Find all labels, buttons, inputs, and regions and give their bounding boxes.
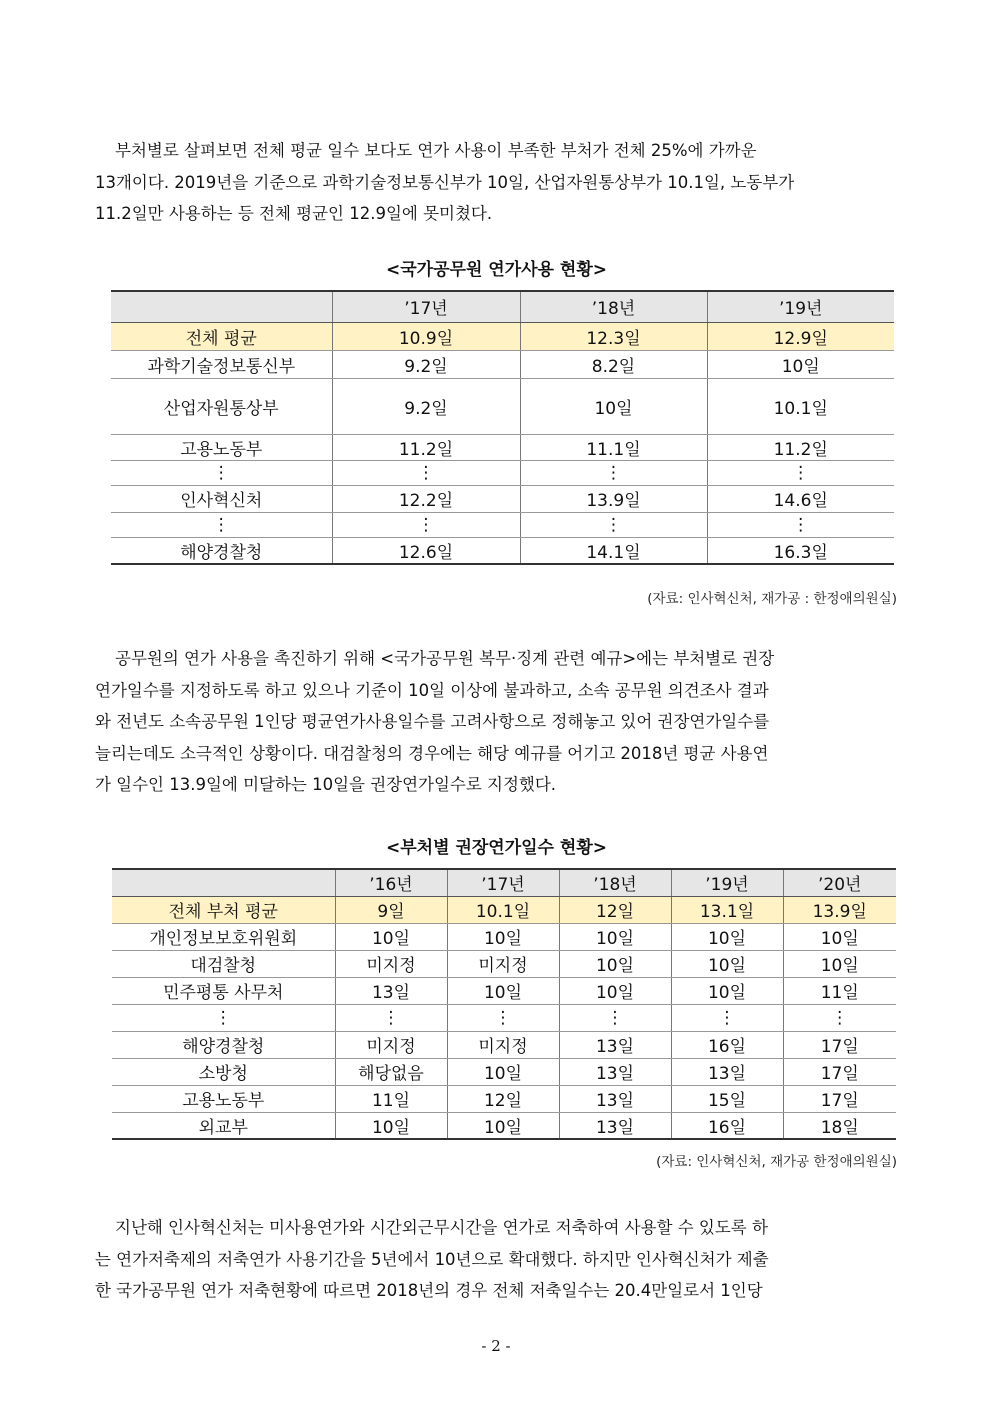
table-cell: 13일: [559, 1085, 671, 1112]
table-cell: 13일: [671, 1058, 783, 1085]
header-cell: [111, 291, 332, 322]
row-label: 해양경찰청: [111, 537, 332, 564]
table-2-source: (자료: 인사혁신처, 재가공 한정애의원실): [656, 1154, 897, 1170]
table-row: [111, 378, 894, 434]
row-label: 민주평통 사무처: [112, 977, 335, 1004]
paragraph-line: 는 연가저축제의 저축연가 사용기간을 5년에서 10년으로 확대했다. 하지만 인사혁신처가 제출: [95, 1249, 769, 1269]
ellipsis-cell: ⋮: [111, 460, 332, 485]
row-label: 소방청: [112, 1058, 335, 1085]
table-cell: 10일: [671, 923, 783, 950]
table-row: [112, 950, 896, 977]
table-row: [111, 537, 894, 564]
table-cell: 9일: [335, 896, 447, 923]
table-cell: 10일: [447, 1058, 559, 1085]
table-cell: 9.2일: [332, 378, 520, 434]
header-cell: ’17년: [447, 869, 559, 896]
header-cell: ’16년: [335, 869, 447, 896]
header-cell: ’19년: [671, 869, 783, 896]
table-cell: 17일: [783, 1085, 896, 1112]
table-cell: 11.2일: [332, 434, 520, 460]
paragraph-line: 와 전년도 소속공무원 1인당 평균연가사용일수를 고려사항으로 정해놓고 있어 권장연가일수를: [95, 712, 770, 731]
ellipsis-cell: ⋮: [112, 1004, 335, 1031]
row-label: 인사혁신처: [111, 485, 332, 512]
paragraph-line: 지난해 인사혁신처는 미사용연가와 시간외근무시간을 연가로 저축하여 사용할 수 있도록 하: [115, 1218, 768, 1237]
table-cell: 18일: [783, 1112, 896, 1139]
table-row: [111, 434, 894, 460]
paragraph-line: 13개이다. 2019년을 기준으로 과학기술정보통신부가 10일, 산업자원통상부가 10.1일, 노동부가: [95, 172, 795, 192]
table-cell: 10일: [447, 977, 559, 1004]
table-cell: 10일: [447, 1112, 559, 1139]
header-cell: ’20년: [783, 869, 896, 896]
row-label: 전체 평균: [111, 322, 332, 350]
ellipsis-cell: ⋮: [335, 1004, 447, 1031]
table-cell: 12.6일: [332, 537, 520, 564]
ellipsis-cell: ⋮: [111, 512, 332, 537]
table-cell: 10일: [707, 350, 894, 378]
table-row: [112, 1058, 896, 1085]
table-row-ellipsis: [111, 460, 894, 485]
table-cell: 14.6일: [707, 485, 894, 512]
table-cell: 13.9일: [520, 485, 707, 512]
paragraph-1: [95, 135, 898, 230]
table-row: [111, 350, 894, 378]
table-row: [112, 977, 896, 1004]
paragraph-line: 부처별로 살펴보면 전체 평균 일수 보다도 연가 사용이 부족한 부처가 전체 25%에 가까운: [115, 141, 757, 160]
table-row-average: [111, 322, 894, 350]
table-row: [111, 485, 894, 512]
table-cell: 8.2일: [520, 350, 707, 378]
paragraph-line: 11.2일만 사용하는 등 전체 평균인 12.9일에 못미쳤다.: [95, 204, 493, 223]
table-row: [112, 1085, 896, 1112]
ellipsis-cell: ⋮: [671, 1004, 783, 1031]
table-row: [112, 923, 896, 950]
table-1-source: (자료: 인사혁신처, 재가공 : 한정애의원실): [647, 591, 897, 607]
table-cell: 17일: [783, 1058, 896, 1085]
paragraph-line: 늘리는데도 소극적인 상황이다. 대검찰청의 경우에는 해당 예규를 어기고 2018년 평균 사용연: [95, 743, 769, 763]
table-cell: 10일: [559, 950, 671, 977]
ellipsis-cell: ⋮: [332, 512, 520, 537]
table-cell: 해당없음: [335, 1058, 447, 1085]
row-label: 외교부: [112, 1112, 335, 1139]
table-cell: 10일: [783, 923, 896, 950]
table-header-row: [111, 291, 894, 322]
table-cell: 16일: [671, 1112, 783, 1139]
row-label: 고용노동부: [112, 1085, 335, 1112]
table-cell: 10일: [671, 977, 783, 1004]
table-cell: 미지정: [447, 950, 559, 977]
header-cell: ’17년: [332, 291, 520, 322]
table-cell: 10일: [447, 923, 559, 950]
table-cell: 미지정: [335, 950, 447, 977]
paragraph-2: [95, 643, 898, 801]
table-row: [112, 1031, 896, 1058]
ellipsis-cell: ⋮: [707, 460, 894, 485]
paragraph-line: 연가일수를 지정하도록 하고 있으나 기준이 10일 이상에 불과하고, 소속 공무원 의견조사 결과: [95, 680, 769, 700]
paragraph-line: 가 일수인 13.9일에 미달하는 10일을 권장연가일수로 지정했다.: [95, 775, 557, 794]
table-cell: 13일: [559, 1031, 671, 1058]
table-cell: 10일: [671, 950, 783, 977]
table-cell: 10일: [335, 923, 447, 950]
row-label: 산업자원통상부: [111, 378, 332, 434]
table-1-title: <국가공무원 연가사용 현황>: [386, 260, 607, 280]
table-row: [112, 1112, 896, 1139]
row-label: 해양경찰청: [112, 1031, 335, 1058]
table-cell: 10.1일: [447, 896, 559, 923]
ellipsis-cell: ⋮: [707, 512, 894, 537]
paragraph-line: 공무원의 연가 사용을 촉진하기 위해 <국가공무원 복무·징계 관련 예규>에는 부처별로 권장: [115, 649, 775, 668]
table-cell: 13.1일: [671, 896, 783, 923]
ellipsis-cell: ⋮: [332, 460, 520, 485]
header-cell: ’18년: [559, 869, 671, 896]
paragraph-3: [95, 1212, 898, 1307]
table-cell: 12.2일: [332, 485, 520, 512]
row-label: 개인정보보호위원회: [112, 923, 335, 950]
table-cell: 12.9일: [707, 322, 894, 350]
table-cell: 12.3일: [520, 322, 707, 350]
table-cell: 10.9일: [332, 322, 520, 350]
table-cell: 10일: [559, 977, 671, 1004]
ellipsis-cell: ⋮: [783, 1004, 896, 1031]
table-cell: 13.9일: [783, 896, 896, 923]
table-cell: 13일: [335, 977, 447, 1004]
table-header-row: [112, 869, 896, 896]
ellipsis-cell: ⋮: [447, 1004, 559, 1031]
header-cell: [112, 869, 335, 896]
table-cell: 10일: [559, 923, 671, 950]
table-cell: 14.1일: [520, 537, 707, 564]
table-cell: 미지정: [335, 1031, 447, 1058]
table-cell: 10일: [520, 378, 707, 434]
ellipsis-cell: ⋮: [520, 460, 707, 485]
row-label: 과학기술정보통신부: [111, 350, 332, 378]
table-cell: 10.1일: [707, 378, 894, 434]
table-cell: 10일: [335, 1112, 447, 1139]
table-cell: 16일: [671, 1031, 783, 1058]
table-cell: 11.2일: [707, 434, 894, 460]
table-cell: 미지정: [447, 1031, 559, 1058]
table-cell: 15일: [671, 1085, 783, 1112]
table-cell: 16.3일: [707, 537, 894, 564]
paragraph-line: 한 국가공무원 연가 저축현황에 따르면 2018년의 경우 전체 저축일수는 20.4만일로서 1인당: [95, 1281, 763, 1300]
table-cell: 17일: [783, 1031, 896, 1058]
page-number: - 2 -: [481, 1337, 511, 1355]
ellipsis-cell: ⋮: [520, 512, 707, 537]
recommended-leave-table: [112, 868, 896, 1140]
table-cell: 12일: [559, 896, 671, 923]
table-cell: 13일: [559, 1058, 671, 1085]
table-row-ellipsis: [111, 512, 894, 537]
row-label: 대검찰청: [112, 950, 335, 977]
table-cell: 10일: [783, 950, 896, 977]
table-cell: 13일: [559, 1112, 671, 1139]
header-cell: ’18년: [520, 291, 707, 322]
table-row-average: [112, 896, 896, 923]
table-cell: 11일: [783, 977, 896, 1004]
leave-usage-table: [111, 290, 894, 565]
table-cell: 9.2일: [332, 350, 520, 378]
table-cell: 11일: [335, 1085, 447, 1112]
table-2-title: <부처별 권장연가일수 현황>: [386, 838, 607, 858]
table-cell: 12일: [447, 1085, 559, 1112]
table-cell: 11.1일: [520, 434, 707, 460]
row-label: 고용노동부: [111, 434, 332, 460]
table-row-ellipsis: [112, 1004, 896, 1031]
row-label: 전체 부처 평균: [112, 896, 335, 923]
header-cell: ’19년: [707, 291, 894, 322]
ellipsis-cell: ⋮: [559, 1004, 671, 1031]
